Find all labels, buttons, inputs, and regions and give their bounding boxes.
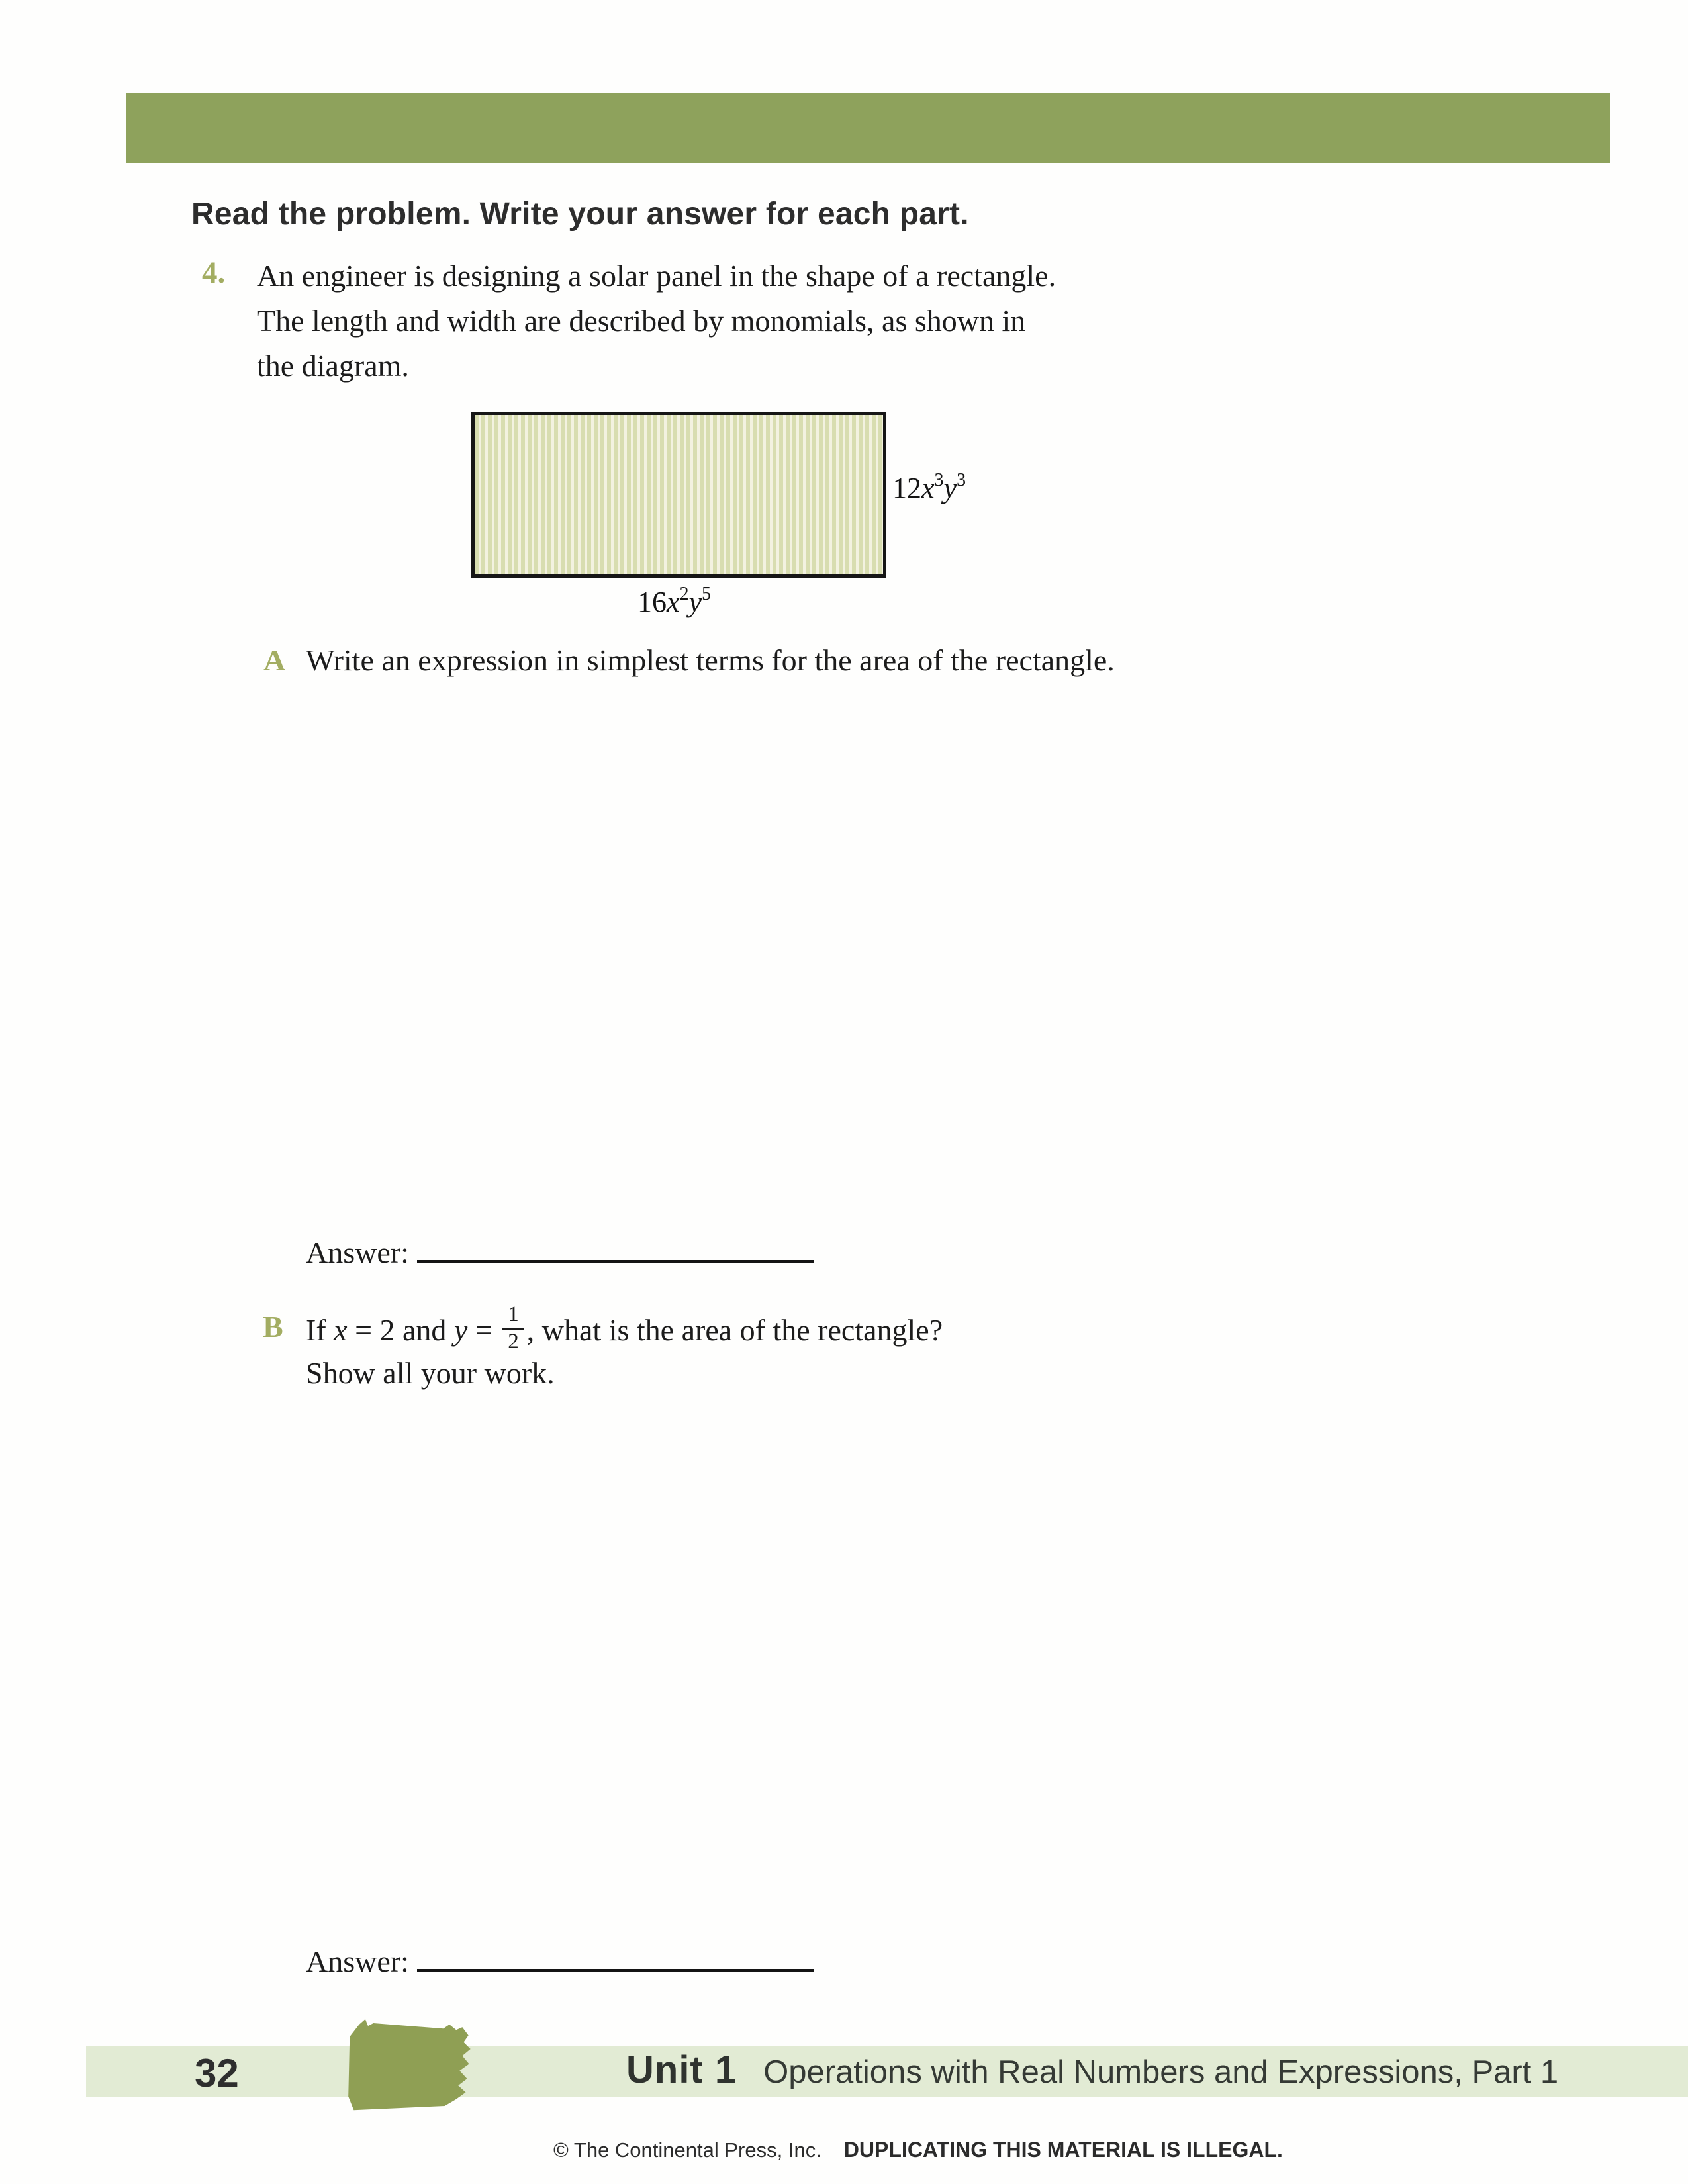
width-coefficient: 16: [637, 586, 667, 618]
unit-label: Unit 1: [626, 2048, 737, 2091]
part-b-letter: B: [263, 1310, 283, 1343]
height-exponent-x: 3: [934, 470, 944, 491]
width-variable-x: x: [667, 586, 680, 618]
part-b-mid2-text: =: [467, 1312, 500, 1347]
fraction-numerator: 1: [508, 1302, 519, 1326]
answer-a-label: Answer:: [306, 1236, 409, 1269]
part-b-after-text: , what is the area of the rectangle?: [526, 1312, 943, 1347]
height-exponent-y: 3: [957, 470, 966, 491]
page-number: 32: [195, 2051, 239, 2095]
width-exponent-x: 2: [679, 584, 689, 605]
width-exponent-y: 5: [702, 584, 712, 605]
answer-b-blank: [417, 1941, 814, 1972]
problem-text-line3: the diagram.: [257, 349, 409, 383]
answer-row-b: [306, 1941, 814, 1979]
part-b-x-variable: x: [334, 1312, 348, 1347]
problem-text: [257, 253, 1289, 388]
part-a-text: Write an expression in simplest terms for the area of the rectangle.: [306, 643, 1115, 677]
footer-unit-row: [626, 2048, 1558, 2092]
width-variable-y: y: [688, 586, 702, 618]
header-banner: [126, 93, 1610, 163]
one-half-fraction: [502, 1302, 524, 1355]
fraction-denominator: 2: [502, 1328, 524, 1355]
duplication-warning: DUPLICATING THIS MATERIAL IS ILLEGAL.: [843, 2138, 1283, 2161]
answer-a-blank: [417, 1232, 814, 1263]
unit-title: Operations with Real Numbers and Expressions, Part 1: [763, 2054, 1559, 2090]
answer-row-a: [306, 1232, 814, 1270]
height-variable-x: x: [921, 472, 935, 504]
part-b-y-variable: y: [453, 1312, 468, 1347]
problem-number: 4.: [202, 255, 226, 290]
footer-copyright-row: [553, 2138, 1283, 2162]
instructions-heading: Read the problem. Write your answer for each part.: [191, 197, 969, 232]
copyright-text: © The Continental Press, Inc.: [553, 2138, 821, 2161]
height-coefficient: 12: [892, 472, 921, 504]
solar-panel-rectangle: [471, 412, 886, 578]
height-dimension-label: [892, 471, 966, 505]
answer-b-label: Answer:: [306, 1944, 409, 1978]
height-variable-y: y: [943, 472, 957, 504]
problem-text-line2: The length and width are described by monomials, as shown in: [257, 304, 1026, 338]
part-a-letter: A: [263, 643, 286, 677]
problem-text-line1: An engineer is designing a solar panel in the shape of a rectangle.: [257, 259, 1056, 293]
part-b-if-text: If: [306, 1312, 334, 1347]
part-b-instruction: Show all your work.: [306, 1356, 555, 1390]
pennsylvania-state-icon: [343, 2015, 506, 2114]
width-dimension-label: [637, 585, 711, 619]
part-b-mid1-text: = 2 and: [347, 1312, 454, 1347]
